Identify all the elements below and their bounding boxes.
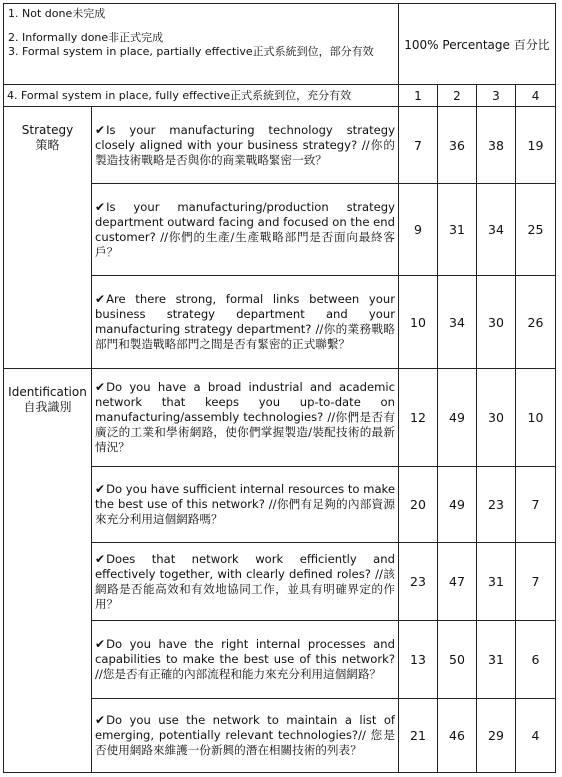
question-cell [92, 467, 399, 543]
check-icon: ✔ [95, 380, 106, 394]
value-cell: 10 [516, 369, 556, 467]
question-cell [92, 184, 399, 276]
value-cell: 38 [477, 107, 516, 184]
survey-table [3, 3, 556, 773]
column-header-row [4, 85, 556, 107]
value-cell: 23 [477, 467, 516, 543]
value-cell: 10 [399, 276, 438, 369]
value-cell: 46 [438, 699, 477, 773]
value-cell: 13 [399, 621, 438, 699]
question-text: Do you have the right internal processes and capabilities to make the best use of this network? //您是否有正確的內部流程和能力來充分利用這個網路？ [95, 637, 395, 681]
value-cell: 30 [477, 276, 516, 369]
column-header-4: 4 [516, 85, 556, 107]
value-cell: 29 [477, 699, 516, 773]
value-cell: 7 [399, 107, 438, 184]
table-row [4, 107, 556, 184]
question-text: Do you use the network to maintain a list of emerging, potentially relevant technologies?// 您是否使用網路來維護一份新興的潛在相關技術的列表？ [95, 713, 395, 757]
column-header-2: 2 [438, 85, 477, 107]
legend-row [4, 4, 556, 85]
value-cell: 31 [438, 184, 477, 276]
value-cell: 7 [516, 543, 556, 621]
legend-item-2: 2. Informally done非正式完成 [8, 31, 164, 44]
percentage-header: 100% Percentage 百分比 [399, 4, 556, 85]
column-header-1: 1 [399, 85, 438, 107]
value-cell: 30 [477, 369, 516, 467]
value-cell: 49 [438, 369, 477, 467]
value-cell: 31 [477, 543, 516, 621]
value-cell: 12 [399, 369, 438, 467]
section-name-zh: 自我識別 [23, 400, 72, 414]
value-cell: 36 [438, 107, 477, 184]
value-cell: 21 [399, 699, 438, 773]
legend-item-4: 4. Formal system in place, fully effective正式系統到位，充分有效 [4, 85, 399, 107]
value-cell: 19 [516, 107, 556, 184]
section-name-en: Identification [8, 385, 87, 399]
question-text: Is your manufacturing technology strategy closely aligned with your business strategy? //你的製造技術戰略是否與你的商業戰略緊密一致？ [95, 122, 395, 167]
value-cell: 20 [399, 467, 438, 543]
question-cell [92, 276, 399, 369]
value-cell: 6 [516, 621, 556, 699]
column-header-3: 3 [477, 85, 516, 107]
table-row [4, 369, 556, 467]
value-cell: 31 [477, 621, 516, 699]
check-icon: ✔ [95, 713, 106, 727]
check-icon: ✔ [95, 637, 106, 651]
value-cell: 50 [438, 621, 477, 699]
check-icon: ✔ [95, 292, 106, 306]
section-label-identification [4, 369, 92, 773]
value-cell: 47 [438, 543, 477, 621]
legend-item-3: 3. Formal system in place, partially effective正式系統到位，部分有效 [8, 45, 374, 58]
value-cell: 26 [516, 276, 556, 369]
check-icon: ✔ [95, 551, 106, 566]
section-label-strategy [4, 107, 92, 369]
question-text: Are there strong, formal links between your business strategy department and your manufacturing strategy department? //你的業務戰略部門和製造戰略部門之間是否有緊密的正式聯繫？ [95, 292, 395, 351]
question-cell [92, 369, 399, 467]
value-cell: 49 [438, 467, 477, 543]
value-cell: 34 [438, 276, 477, 369]
question-cell [92, 543, 399, 621]
question-text: Do you have sufficient internal resources to make the best use of this network? //你們有足夠的內部資源來充分利用這個網路嗎？ [95, 482, 395, 526]
value-cell: 4 [516, 699, 556, 773]
check-icon: ✔ [95, 199, 106, 214]
question-text: Does that network work efficiently and effectively together, with clearly defined roles? //該網路是否能高效和有效地協同工作，並具有明確界定的作用？ [95, 551, 395, 611]
check-icon: ✔ [95, 122, 106, 137]
section-name-zh: 策略 [35, 138, 60, 152]
question-text: Is your manufacturing/production strategy department outward facing and focused on the end customer? //你們的生產/生產戰略部門是否面向最終客戶？ [95, 199, 395, 259]
question-text: Do you have a broad industrial and academic network that keeps you up-to-date on manufacturing/assembly technologies? //你們是否有廣泛的工業和學術網路，使你們掌握製造/裝配技術的最新情況？ [95, 380, 395, 454]
question-cell [92, 107, 399, 184]
value-cell: 34 [477, 184, 516, 276]
value-cell: 9 [399, 184, 438, 276]
section-name-en: Strategy [21, 123, 74, 137]
question-cell [92, 699, 399, 773]
check-icon: ✔ [95, 482, 106, 496]
legend-cell [4, 4, 399, 85]
legend-item-1: 1. Not done未完成 [8, 7, 106, 20]
value-cell: 7 [516, 467, 556, 543]
value-cell: 25 [516, 184, 556, 276]
value-cell: 23 [399, 543, 438, 621]
question-cell [92, 621, 399, 699]
